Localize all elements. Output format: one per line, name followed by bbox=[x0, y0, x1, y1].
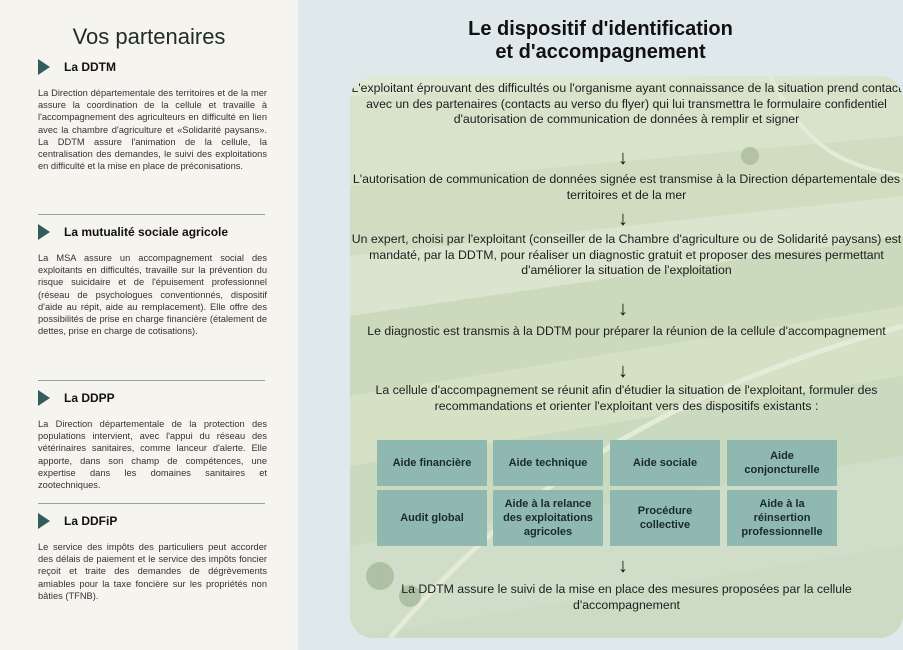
step-4-diagnostic: Le diagnostic est transmis à la DDTM pour préparer la réunion de la cellule d'accompagnement bbox=[367, 324, 886, 338]
partner-ddpp bbox=[38, 390, 267, 491]
partner-description: La MSA assure un accompagnement social des exploitants en difficultés, travaille sur la prévention du risque suicidaire et de l'épuisement professionnel (réseau de psychologues conventionnés, dispositif d'aide au répit, aide au remplacement). Elle offre des possibilités de prise en charge financière (étalement de dettes, prise en charge de cotisations). bbox=[38, 253, 267, 337]
triangle-bullet-icon bbox=[38, 59, 50, 75]
down-arrow-icon: ↓ bbox=[618, 147, 628, 169]
step-2-authorisation: L'autorisation de communication de données signée est transmise à la Direction départementale des territoires et de la mer bbox=[352, 172, 901, 202]
triangle-bullet-icon bbox=[38, 513, 50, 529]
step-5-cellule: La cellule d'accompagnement se réunit afin d'étudier la situation de l'exploitant, formuler des recommandations et orienter l'exploitant vers des dispositifs existants : bbox=[375, 383, 878, 413]
aid-tile: Aide technique bbox=[493, 440, 603, 486]
aid-tile: Aide financière bbox=[377, 440, 487, 486]
down-arrow-icon: ↓ bbox=[618, 208, 628, 230]
process-title: Le dispositif d'identification et d'accompagnement bbox=[468, 18, 733, 63]
step-6-suivi: La DDTM assure le suivi de la mise en place des mesures proposées par la cellule d'accompagnement bbox=[401, 582, 852, 612]
process-card bbox=[350, 76, 903, 638]
aid-tile: Aide sociale bbox=[610, 440, 720, 486]
partners-title: Vos partenaires bbox=[72, 24, 226, 49]
partner-description: Le service des impôts des particuliers peut accorder des délais de paiement et le service des impôts foncier reçoit et traite des demandes de dégrèvements amiables pour la taxe foncière sur les propriétés non bâties (TFNB). bbox=[38, 542, 267, 601]
aid-tile: Procédure collective bbox=[610, 490, 720, 546]
aid-tile: Audit global bbox=[377, 490, 487, 546]
partner-name: La mutualité sociale agricole bbox=[64, 225, 229, 239]
process-panel bbox=[298, 0, 903, 650]
aid-tile: Aide à la relance des exploitations agricoles bbox=[493, 490, 603, 546]
aid-tile: Aide à la réinsertion professionnelle bbox=[727, 490, 837, 546]
down-arrow-icon: ↓ bbox=[618, 555, 628, 577]
partner-name: La DDTM bbox=[64, 60, 116, 74]
step-3-expert: Un expert, choisi par l'exploitant (conseiller de la Chambre d'agriculture ou de Solidarité paysans) est mandaté, par la DDTM, pour réaliser un diagnostic gratuit et proposer des mesures permettant d'améliorer la situation de l'exploitation bbox=[351, 232, 902, 278]
down-arrow-icon: ↓ bbox=[618, 298, 628, 320]
partner-name: La DDPP bbox=[64, 391, 115, 405]
aid-tile: Aide conjoncturelle bbox=[727, 440, 837, 486]
step-1-contact: L'exploitant éprouvant des difficultés ou l'organisme ayant connaissance de la situation prend contact avec un des partenaires (contacts au verso du flyer) qui lui transmettra le formulaire confidentiel d'autorisation de communication de données à remplir et signer bbox=[351, 81, 902, 127]
partners-column bbox=[0, 0, 298, 650]
partner-msa bbox=[38, 224, 267, 337]
partner-ddfip bbox=[38, 513, 267, 602]
partner-ddtm bbox=[38, 59, 267, 172]
triangle-bullet-icon bbox=[38, 390, 50, 406]
triangle-bullet-icon bbox=[38, 224, 50, 240]
partner-name: La DDFiP bbox=[64, 514, 118, 528]
partner-description: La Direction départementale de la protection des populations intervient, avec l'appui du réseau des vétérinaires sanitaires, comme lanceur d'alerte. Elle apporte, dans son champ de compétences, une expertise dans les domaines sanitaires et zootechniques. bbox=[38, 419, 267, 491]
down-arrow-icon: ↓ bbox=[618, 360, 628, 382]
partner-description: La Direction départementale des territoires et de la mer assure la coordination de la cellule et travaille à l'accompagnement des agriculteurs en difficulté en lien avec la chambre d'agriculture et «Solidarité paysans». La DDTM assure l'animation de la cellule, la centralisation des demandes, le suivi des exploitations en difficulté et la mise en place de préconisations. bbox=[38, 88, 267, 172]
divider bbox=[38, 503, 265, 504]
divider bbox=[38, 380, 265, 381]
divider bbox=[38, 214, 265, 215]
